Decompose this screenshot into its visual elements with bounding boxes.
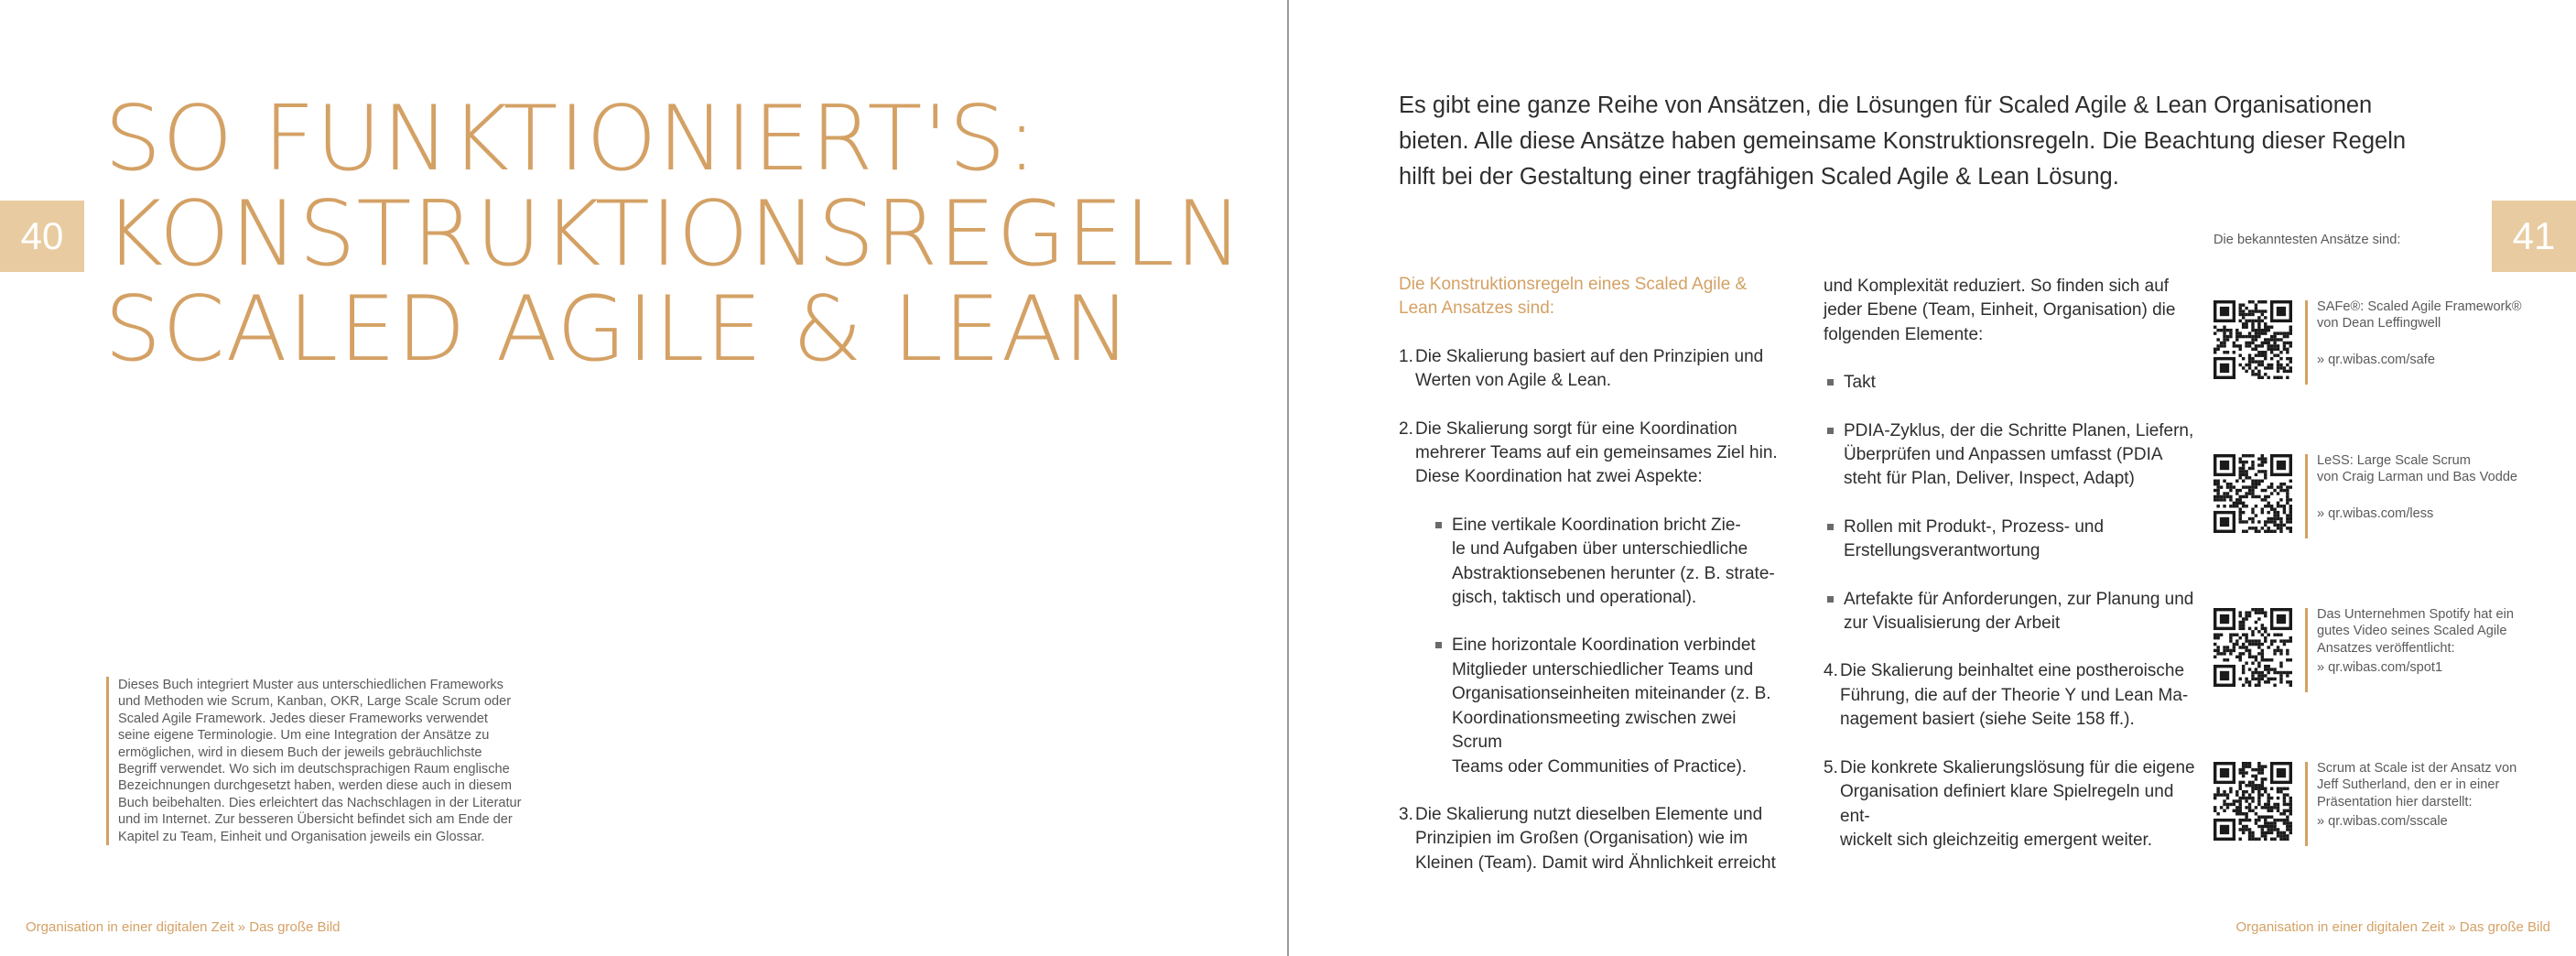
bullet-line: Takt (1844, 373, 1876, 393)
approach-desc-line: Scrum at Scale ist der Ansatz von (2317, 761, 2517, 776)
rule-line: Werten von Agile & Lean. (1415, 371, 1612, 391)
bullet-line: Mitglieder unterschiedlicher Teams und (1452, 659, 1754, 679)
bullet-line: Koordinationsmeeting zwischen zwei Scrum (1452, 708, 1737, 753)
rule-line: Prinzipien im Großen (Organisation) wie im (1415, 829, 1748, 849)
rule-line: Die Skalierung beinhaltet eine postheroische (1840, 661, 2185, 681)
rule-number: 3. (1399, 804, 1413, 824)
bullet-line: le und Aufgaben über unterschiedliche (1452, 539, 1748, 559)
rule-1 (1399, 345, 1783, 394)
bullet-line: zur Visualisierung der Arbeit (1844, 614, 2061, 634)
intro-line: Es gibt eine ganze Reihe von Ansätzen, die Lösungen für Scaled Agile & Lean Organisationen (1399, 92, 2373, 118)
bullet-line: Rollen mit Produkt-, Prozess- und (1844, 516, 2105, 537)
rule-line: Führung, die auf der Theorie Y und Lean Ma- (1840, 685, 2189, 705)
rule-line: Die Skalierung nutzt dieselben Elemente und (1415, 804, 1763, 824)
approach-link[interactable]: » qr.wibas.com/safe (2317, 353, 2435, 367)
rule-line: Diese Koordination hat zwei Aspekte: (1415, 467, 1703, 487)
bullet-line: steht für Plan, Deliver, Inspect, Adapt) (1844, 469, 2135, 489)
rule-line: Die Skalierung sorgt für eine Koordination (1415, 418, 1737, 439)
approach-less (2213, 454, 2561, 542)
rules-lead (1399, 273, 1783, 321)
intro-line: hilft bei der Gestaltung einer tragfähigen Scaled Agile & Lean Lösung. (1399, 164, 2119, 190)
approach-divider (2305, 300, 2308, 385)
bullet-line: Artefakte für Anforderungen, zur Planung und (1844, 589, 2194, 609)
approach-divider (2305, 762, 2308, 846)
sidenote-line: seine eigene Terminologie. Um eine Integration der Ansätze zu (118, 728, 490, 744)
sidenote-line: und Methoden wie Scrum, Kanban, OKR, Large Scale Scrum oder (118, 694, 512, 710)
rule-number: 4. (1824, 661, 1838, 681)
para-line: und Komplexität reduziert. So finden sich auf (1824, 277, 2170, 296)
approach-divider (2305, 454, 2308, 538)
approach-desc-line: gutes Video seines Scaled Agile (2317, 624, 2507, 639)
rule-2 (1399, 418, 1783, 779)
bullet-item (1824, 419, 2208, 492)
approach-desc-line: Das Unternehmen Spotify hat ein (2317, 607, 2514, 622)
square-bullet-icon (1827, 596, 1834, 603)
qr-code-icon[interactable] (2213, 454, 2292, 533)
rule-line: Die Skalierung basiert auf den Prinzipien und (1415, 346, 1764, 366)
square-bullet-icon (1827, 379, 1834, 386)
qr-code-icon[interactable] (2213, 762, 2292, 841)
rule-4 (1824, 659, 2208, 732)
title-line: KONSTRUKTIONSREGELN (104, 182, 1244, 287)
bullet-line: Teams oder Communities of Practice). (1452, 756, 1748, 777)
terminology-sidenote (106, 677, 536, 845)
intro-line: bieten. Alle diese Ansätze haben gemeinsame Konstruktionsregeln. Die Beachtung dieser Regeln (1399, 128, 2407, 154)
bullet-item (1415, 514, 1783, 611)
square-bullet-icon (1827, 428, 1834, 434)
sidenote-line: Buch beibehalten. Dies erleichtert das Nachschlagen in der Literatur (118, 795, 522, 810)
bullet-line: Abstraktionsebenen herunter (z. B. strate- (1452, 563, 1775, 583)
rule-number: 1. (1399, 346, 1413, 366)
bullet-line: Organisationseinheiten miteinander (z. B. (1452, 684, 1771, 704)
intro-paragraph (1399, 88, 2497, 195)
lead-line: Die Konstruktionsregeln eines Scaled Agile & (1399, 275, 1748, 294)
square-bullet-icon (1435, 522, 1442, 528)
approach-link[interactable]: » qr.wibas.com/spot1 (2317, 660, 2443, 675)
right-page (1289, 0, 2576, 956)
rule-line: Kleinen (Team). Damit wird Ähnlichkeit erreicht (1415, 853, 1776, 873)
bullet-line: Erstellungsverantwortung (1844, 541, 2040, 561)
bullet-line: gisch, taktisch und operational). (1452, 588, 1697, 608)
page-title (104, 87, 1258, 382)
sidenote-line: Bezeichnungen durchgesetzt haben, werden diese auch in diesem (118, 778, 512, 794)
rule-line: nagement basiert (siehe Seite 158 ff.). (1840, 710, 2135, 730)
sidenote-line: Begriff verwendet. Wo sich im deutschsprachigen Raum englische (118, 762, 510, 777)
approach-desc-line: SAFe®: Scaled Agile Framework® (2317, 299, 2522, 314)
sidenote-line: und im Internet. Zur besseren Übersicht befindet sich am Ende der (118, 812, 513, 828)
approach-desc-line: von Dean Leffingwell (2317, 316, 2441, 331)
approach-link[interactable]: » qr.wibas.com/less (2317, 506, 2434, 521)
para-line: jeder Ebene (Team, Einheit, Organisation) die (1824, 300, 2176, 320)
bullet-line: PDIA-Zyklus, der die Schritte Planen, Liefern, (1844, 420, 2194, 440)
sidenote-line: ermöglichen, wird in diesem Buch der jeweils gebräuchlichste (118, 744, 482, 760)
approaches-header: Die bekanntesten Ansätze sind: (2213, 233, 2401, 247)
rule-3 (1399, 803, 1783, 875)
page-footer: Organisation in einer digitalen Zeit » Das große Bild (2235, 919, 2550, 935)
sidenote-line: Scaled Agile Framework. Jedes dieser Frameworks verwendet (118, 711, 488, 726)
rule-number: 5. (1824, 757, 1838, 777)
bullet-item (1415, 634, 1783, 778)
approach-desc-line: Jeff Sutherland, den er in einer (2317, 777, 2500, 793)
bullet-line: Überprüfen und Anpassen umfasst (PDIA (1844, 445, 2163, 465)
approach-link[interactable]: » qr.wibas.com/sscale (2317, 814, 2448, 829)
rules-column-1 (1399, 273, 1783, 899)
bullet-item (1824, 371, 2208, 395)
rule-line: wickelt sich gleichzeitig emergent weiter. (1840, 830, 2153, 850)
rule-5 (1824, 756, 2208, 853)
bullet-line: Eine horizontale Koordination verbindet (1452, 636, 1756, 656)
rule-line: mehrerer Teams auf ein gemeinsames Ziel hin. (1415, 443, 1778, 463)
qr-code-icon[interactable] (2213, 608, 2292, 687)
para-line: folgenden Elemente: (1824, 324, 1984, 344)
title-line: SO FUNKTIONIERT'S: (104, 87, 1038, 191)
rule-line: Organisation definiert klare Spielregeln und ent- (1840, 782, 2174, 826)
title-line: SCALED AGILE & LEAN (104, 277, 1132, 382)
bullet-item (1824, 588, 2208, 636)
square-bullet-icon (1435, 642, 1442, 648)
approach-desc-line: Ansatzes veröffentlicht: (2317, 640, 2455, 656)
approach-divider (2305, 608, 2308, 692)
continuation-paragraph (1824, 275, 2208, 347)
qr-code-icon[interactable] (2213, 300, 2292, 379)
approach-scrum-at-scale (2213, 762, 2561, 850)
sidenote-line: Dieses Buch integriert Muster aus unterschiedlichen Frameworks (118, 678, 503, 692)
square-bullet-icon (1827, 524, 1834, 530)
approach-desc-line: Präsentation hier darstellt: (2317, 794, 2473, 809)
page-footer: Organisation in einer digitalen Zeit » Das große Bild (26, 919, 341, 935)
approach-safe (2213, 300, 2561, 388)
rule-number: 2. (1399, 418, 1413, 439)
approach-spotify (2213, 608, 2561, 696)
sidenote-line: Kapitel zu Team, Einheit und Organisation jeweils ein Glossar. (118, 829, 485, 844)
approach-desc-line: LeSS: Large Scale Scrum (2317, 453, 2471, 468)
lead-line: Lean Ansatzes sind: (1399, 299, 1555, 319)
page-number-tab: 41 (2492, 201, 2576, 272)
page-number-tab: 40 (0, 201, 84, 272)
rule-line: Die konkrete Skalierungslösung für die eigene (1840, 757, 2195, 777)
rules-column-2 (1824, 275, 2208, 876)
left-page (0, 0, 1287, 956)
bullet-item (1824, 516, 2208, 564)
approach-desc-line: von Craig Larman und Bas Vodde (2317, 470, 2518, 485)
bullet-line: Eine vertikale Koordination bricht Zie- (1452, 515, 1741, 535)
